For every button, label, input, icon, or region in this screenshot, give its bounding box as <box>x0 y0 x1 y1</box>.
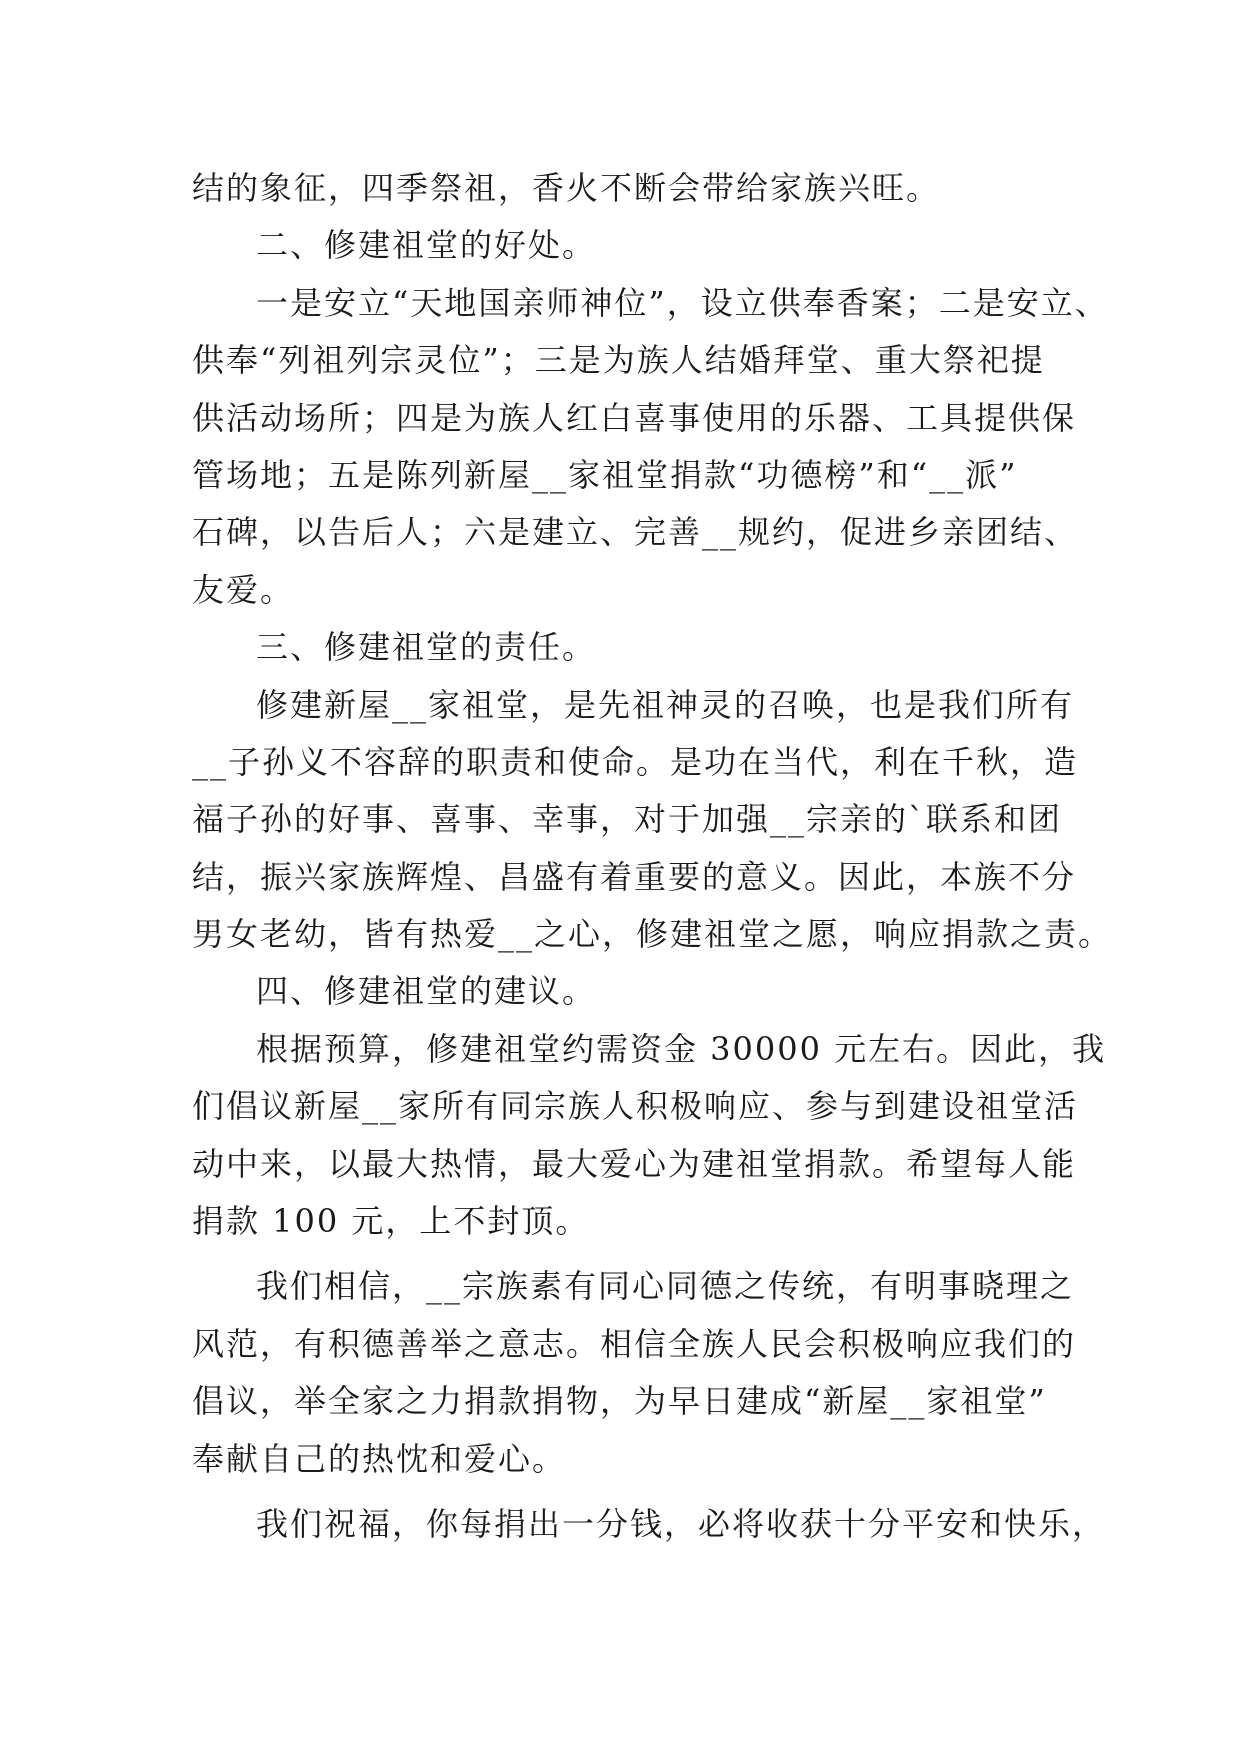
text-line: 石碑，以告后人；六是建立、完善__规约，促进乡亲团结、 <box>192 513 1079 552</box>
text-line: 风范，有积德善举之意志。相信全族人民会积极响应我们的 <box>192 1324 1077 1363</box>
document-body <box>192 160 1113 1553</box>
text-line: 男女老幼，皆有热爱__之心，修建祖堂之愿，响应捐款之责。 <box>192 915 1113 954</box>
text-line: 友爱。 <box>192 570 295 609</box>
text-line: 动中来，以最大热情，最大爱心为建祖堂捐款。希望每人能 <box>192 1144 1077 1183</box>
text-line: 我们祝福，你每捐出一分钱，必将收获十分平安和快乐， <box>256 1504 1107 1543</box>
text-line: 结的象征，四季祭祖，香火不断会带给家族兴旺。 <box>192 169 941 207</box>
section-heading: 三、修建祖堂的责任。 <box>256 628 597 667</box>
text-line: __子孙义不容辞的职责和使命。是功在当代，利在千秋，造 <box>192 742 1079 781</box>
text-line: 管场地；五是陈列新屋__家祖堂捐款“功德榜”和“__派” <box>192 455 1018 494</box>
text-line: 供奉“列祖列宗灵位”；三是为族人结婚拜堂、重大祭祀提 <box>192 341 1045 380</box>
section-heading: 二、修建祖堂的好处。 <box>256 226 597 265</box>
text-line: 们倡议新屋__家所有同宗族人积极响应、参与到建设祖堂活 <box>192 1087 1079 1126</box>
text-line: 倡议，举全家之力捐款捐物，为早日建成“新屋__家祖堂” <box>192 1382 1047 1421</box>
text-line: 我们相信，__宗族素有同心同德之传统，有明事晓理之 <box>256 1267 1075 1306</box>
text-line: 根据预算，修建祖堂约需资金 30000 元左右。因此，我 <box>256 1029 1107 1068</box>
text-line: 结，振兴家族辉煌、昌盛有着重要的意义。因此，本族不分 <box>192 857 1077 896</box>
section-heading: 四、修建祖堂的建议。 <box>256 972 597 1011</box>
text-line: 奉献自己的热忱和爱心。 <box>192 1439 567 1478</box>
text-line: 捐款 100 元，上不封顶。 <box>192 1202 590 1241</box>
text-line: 一是安立“天地国亲师神位”，设立供奉香案；二是安立、 <box>256 283 1109 322</box>
text-line: 福子孙的好事、喜事、幸事，对于加强__宗亲的`联系和团 <box>192 800 1063 839</box>
text-line: 供活动场所；四是为族人红白喜事使用的乐器、工具提供保 <box>192 398 1077 437</box>
text-line: 修建新屋__家祖堂，是先祖神灵的召唤，也是我们所有 <box>256 685 1075 724</box>
